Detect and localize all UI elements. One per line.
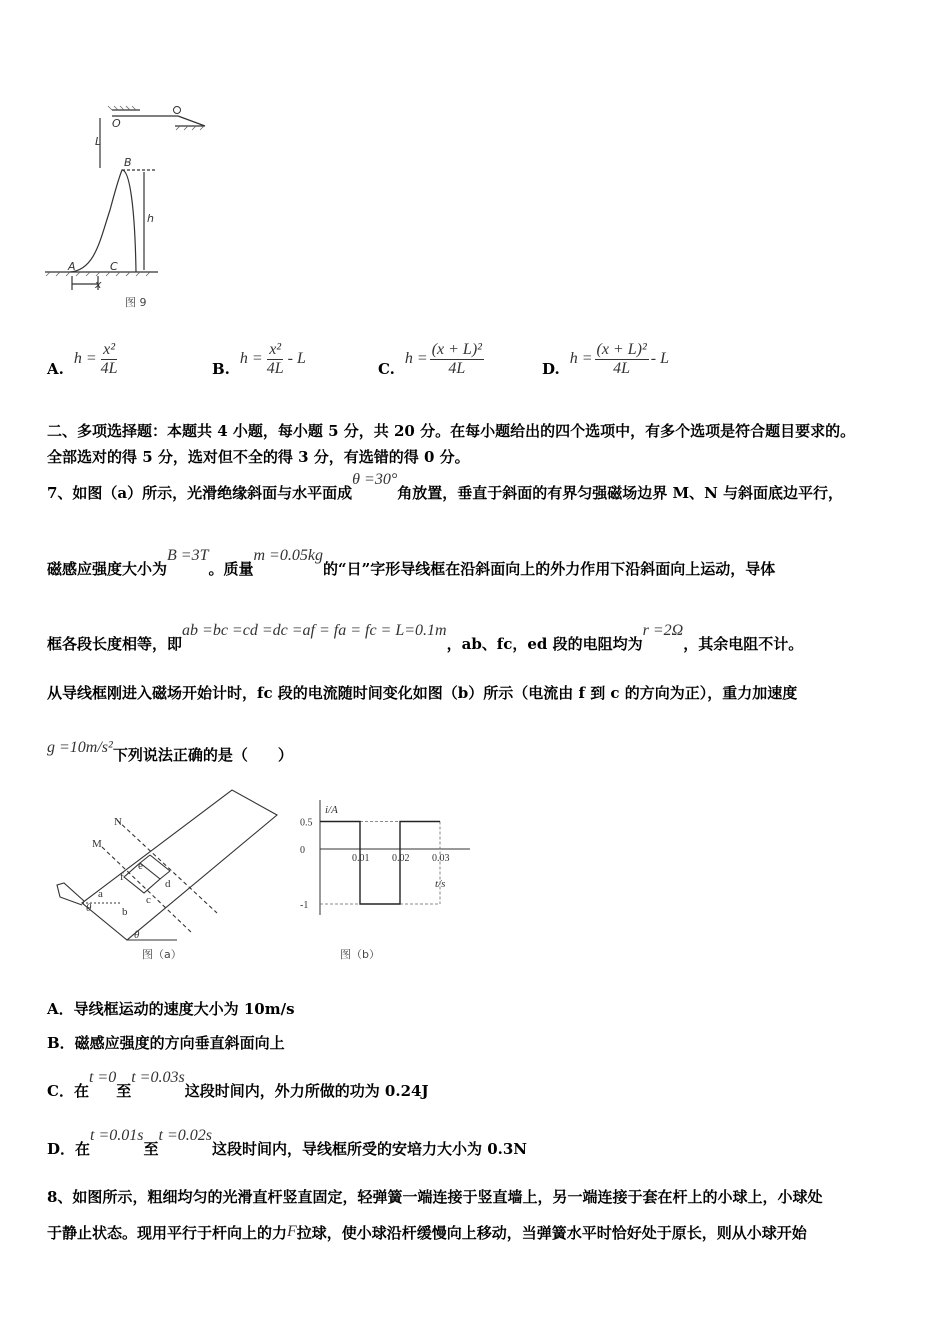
q6-option-a[interactable] — [47, 340, 122, 378]
fig-a-label-d: d — [165, 878, 171, 890]
formula-lhs: h = — [569, 350, 593, 367]
y-tick-label: -1 — [300, 900, 309, 911]
fig-a-label-theta2: θ — [134, 929, 140, 941]
fig-b-caption: 图（b） — [340, 948, 380, 961]
q7-math-m: m =0.05kg — [253, 547, 323, 564]
option-text: 至 — [143, 1140, 159, 1158]
q7-text: ，其余电阻不计。 — [683, 635, 804, 653]
q7-text: 。质量 — [208, 560, 254, 578]
figure-b-chart — [285, 795, 475, 965]
q6-option-d[interactable] — [542, 340, 669, 378]
q7-option-c[interactable] — [47, 1069, 429, 1101]
fraction-numerator: x² — [103, 340, 116, 358]
option-math-t2: t =0.02s — [158, 1127, 212, 1144]
q7-math-lengths: ab =bc =cd =dc =af = fa = fc = L=0.1m — [182, 622, 447, 639]
figure-a — [42, 785, 292, 965]
formula-tail: - L — [287, 350, 306, 367]
fig-a-label-c: c — [146, 894, 151, 906]
q7-line-2 — [47, 547, 776, 579]
fraction-numerator: x² — [269, 340, 282, 358]
option-letter: A. — [47, 360, 64, 378]
option-math-t2: t =0.03s — [131, 1069, 185, 1086]
x-tick-label: 0.03 — [432, 853, 450, 864]
q8-text: 于静止状态。现用平行于杆向上的力 — [47, 1224, 288, 1242]
fraction-denominator: 4L — [100, 359, 118, 377]
fig-a-label-f: f — [120, 871, 124, 883]
fig9-label-A: A — [68, 260, 76, 273]
x-tick-label: 0.01 — [352, 853, 370, 864]
fraction-denominator: 4L — [448, 359, 466, 377]
q8-math-f: F — [287, 1223, 297, 1240]
q7-text: 的“日”字形导线框在沿斜面向上的外力作用下沿斜面向上运动，导体 — [322, 560, 776, 578]
fig9-label-L: L — [95, 135, 102, 148]
q7-line-4: 从导线框刚进入磁场开始计时，fc 段的电流随时间变化如图（b）所示（电流由 f 到 c 的方向为正），重力加速度 — [47, 684, 798, 702]
q7-math-theta: θ =30° — [352, 471, 398, 488]
fig-a-label-N: N — [114, 816, 122, 828]
q8-text: 拉球，使小球沿杆缓慢向上移动，当弹簧水平时恰好处于原长，则从小球开始 — [296, 1224, 807, 1242]
q7-text: 框各段长度相等，即 — [47, 635, 183, 653]
fig-a-label-b: b — [122, 906, 128, 918]
section-2-header-line1: 二、多项选择题：本题共 4 小题，每小题 5 分，共 20 分。在每小题给出的四个选项中，有多个选项是符合题目要求的。 — [47, 422, 856, 440]
q7-line-5 — [47, 739, 293, 765]
option-text: 这段时间内，导线框所受的安培力大小为 0.3N — [211, 1140, 527, 1158]
fig9-label-B: B — [124, 156, 132, 169]
q7-text: 磁感应强度大小为 — [47, 560, 168, 578]
fig-b-ylabel: i/A — [325, 804, 338, 816]
q7-option-d[interactable] — [47, 1127, 527, 1159]
q7-text: ，ab、fc，ed 段的电阻均为 — [446, 635, 643, 653]
fig-a-label-theta1: θ — [86, 902, 92, 914]
fig9-caption: 图 9 — [125, 296, 147, 309]
fig9-label-C: C — [110, 260, 118, 273]
section-2-header-line2: 全部选对的得 5 分，选对但不全的得 3 分，有选错的得 0 分。 — [47, 448, 470, 466]
formula-fraction — [430, 341, 484, 378]
fig-a-label-M: M — [92, 838, 102, 850]
option-math-t1: t =0.01s — [90, 1127, 144, 1144]
fraction-denominator: 4L — [613, 359, 631, 377]
option-text: 这段时间内，外力所做的功为 0.24J — [184, 1082, 429, 1100]
option-text: C．在 — [47, 1082, 89, 1100]
y-tick-label: 0 — [300, 845, 305, 856]
q7-math-b: B =3T — [167, 547, 209, 564]
option-letter: D. — [542, 360, 560, 378]
series-line — [320, 822, 440, 905]
fraction-numerator: (x + L)² — [431, 340, 482, 358]
formula-fraction — [99, 341, 120, 378]
q7-line-3 — [47, 622, 804, 654]
formula-lhs: h = — [239, 350, 263, 367]
fig-a-caption: 图（a） — [142, 948, 182, 961]
fig-a-label-e: e — [138, 860, 143, 872]
q8-line-2 — [47, 1222, 807, 1243]
q7-text: 下列说法正确的是（ ） — [112, 746, 293, 764]
formula-fraction — [265, 341, 286, 378]
q6-option-c[interactable] — [378, 340, 486, 378]
q8-line-1: 8、如图所示，粗细均匀的光滑直杆竖直固定，轻弹簧一端连接于竖直墙上，另一端连接于套在杆上的小球上，小球处 — [47, 1188, 823, 1206]
fig9-label-h: h — [147, 212, 154, 225]
fig-a-label-a: a — [98, 888, 103, 900]
option-text: D．在 — [47, 1140, 91, 1158]
fig9-label-O: O — [112, 117, 121, 130]
option-text: 至 — [116, 1082, 132, 1100]
y-tick-label: 0.5 — [300, 817, 313, 829]
option-letter: C. — [378, 360, 395, 378]
q7-line-1 — [47, 471, 843, 503]
fraction-numerator: (x + L)² — [596, 340, 647, 358]
q7-math-g: g =10m/s² — [47, 739, 113, 756]
fraction-denominator: 4L — [266, 359, 284, 377]
q7-text: 7、如图（a）所示，光滑绝缘斜面与水平面成 — [47, 484, 353, 502]
q7-text: 角放置，垂直于斜面的有界匀强磁场边界 M、N 与斜面底边平行， — [397, 484, 843, 502]
q6-option-b[interactable] — [212, 340, 306, 378]
option-letter: B. — [212, 360, 230, 378]
fig-b-xlabel: t/s — [435, 878, 446, 890]
q7-option-a[interactable]: A．导线框运动的速度大小为 10m/s — [47, 1000, 295, 1018]
q7-math-r: r =2Ω — [642, 622, 684, 639]
formula-lhs: h = — [73, 350, 97, 367]
q7-option-b[interactable]: B．磁感应强度的方向垂直斜面向上 — [47, 1034, 285, 1052]
formula-fraction — [595, 341, 649, 378]
fig9-label-x: x — [95, 278, 102, 291]
formula-lhs: h = — [404, 350, 428, 367]
figure-9 — [40, 100, 220, 315]
option-math-t1: t =0 — [88, 1069, 117, 1086]
formula-tail: - L — [650, 350, 669, 367]
x-tick-label: 0.02 — [392, 853, 410, 864]
